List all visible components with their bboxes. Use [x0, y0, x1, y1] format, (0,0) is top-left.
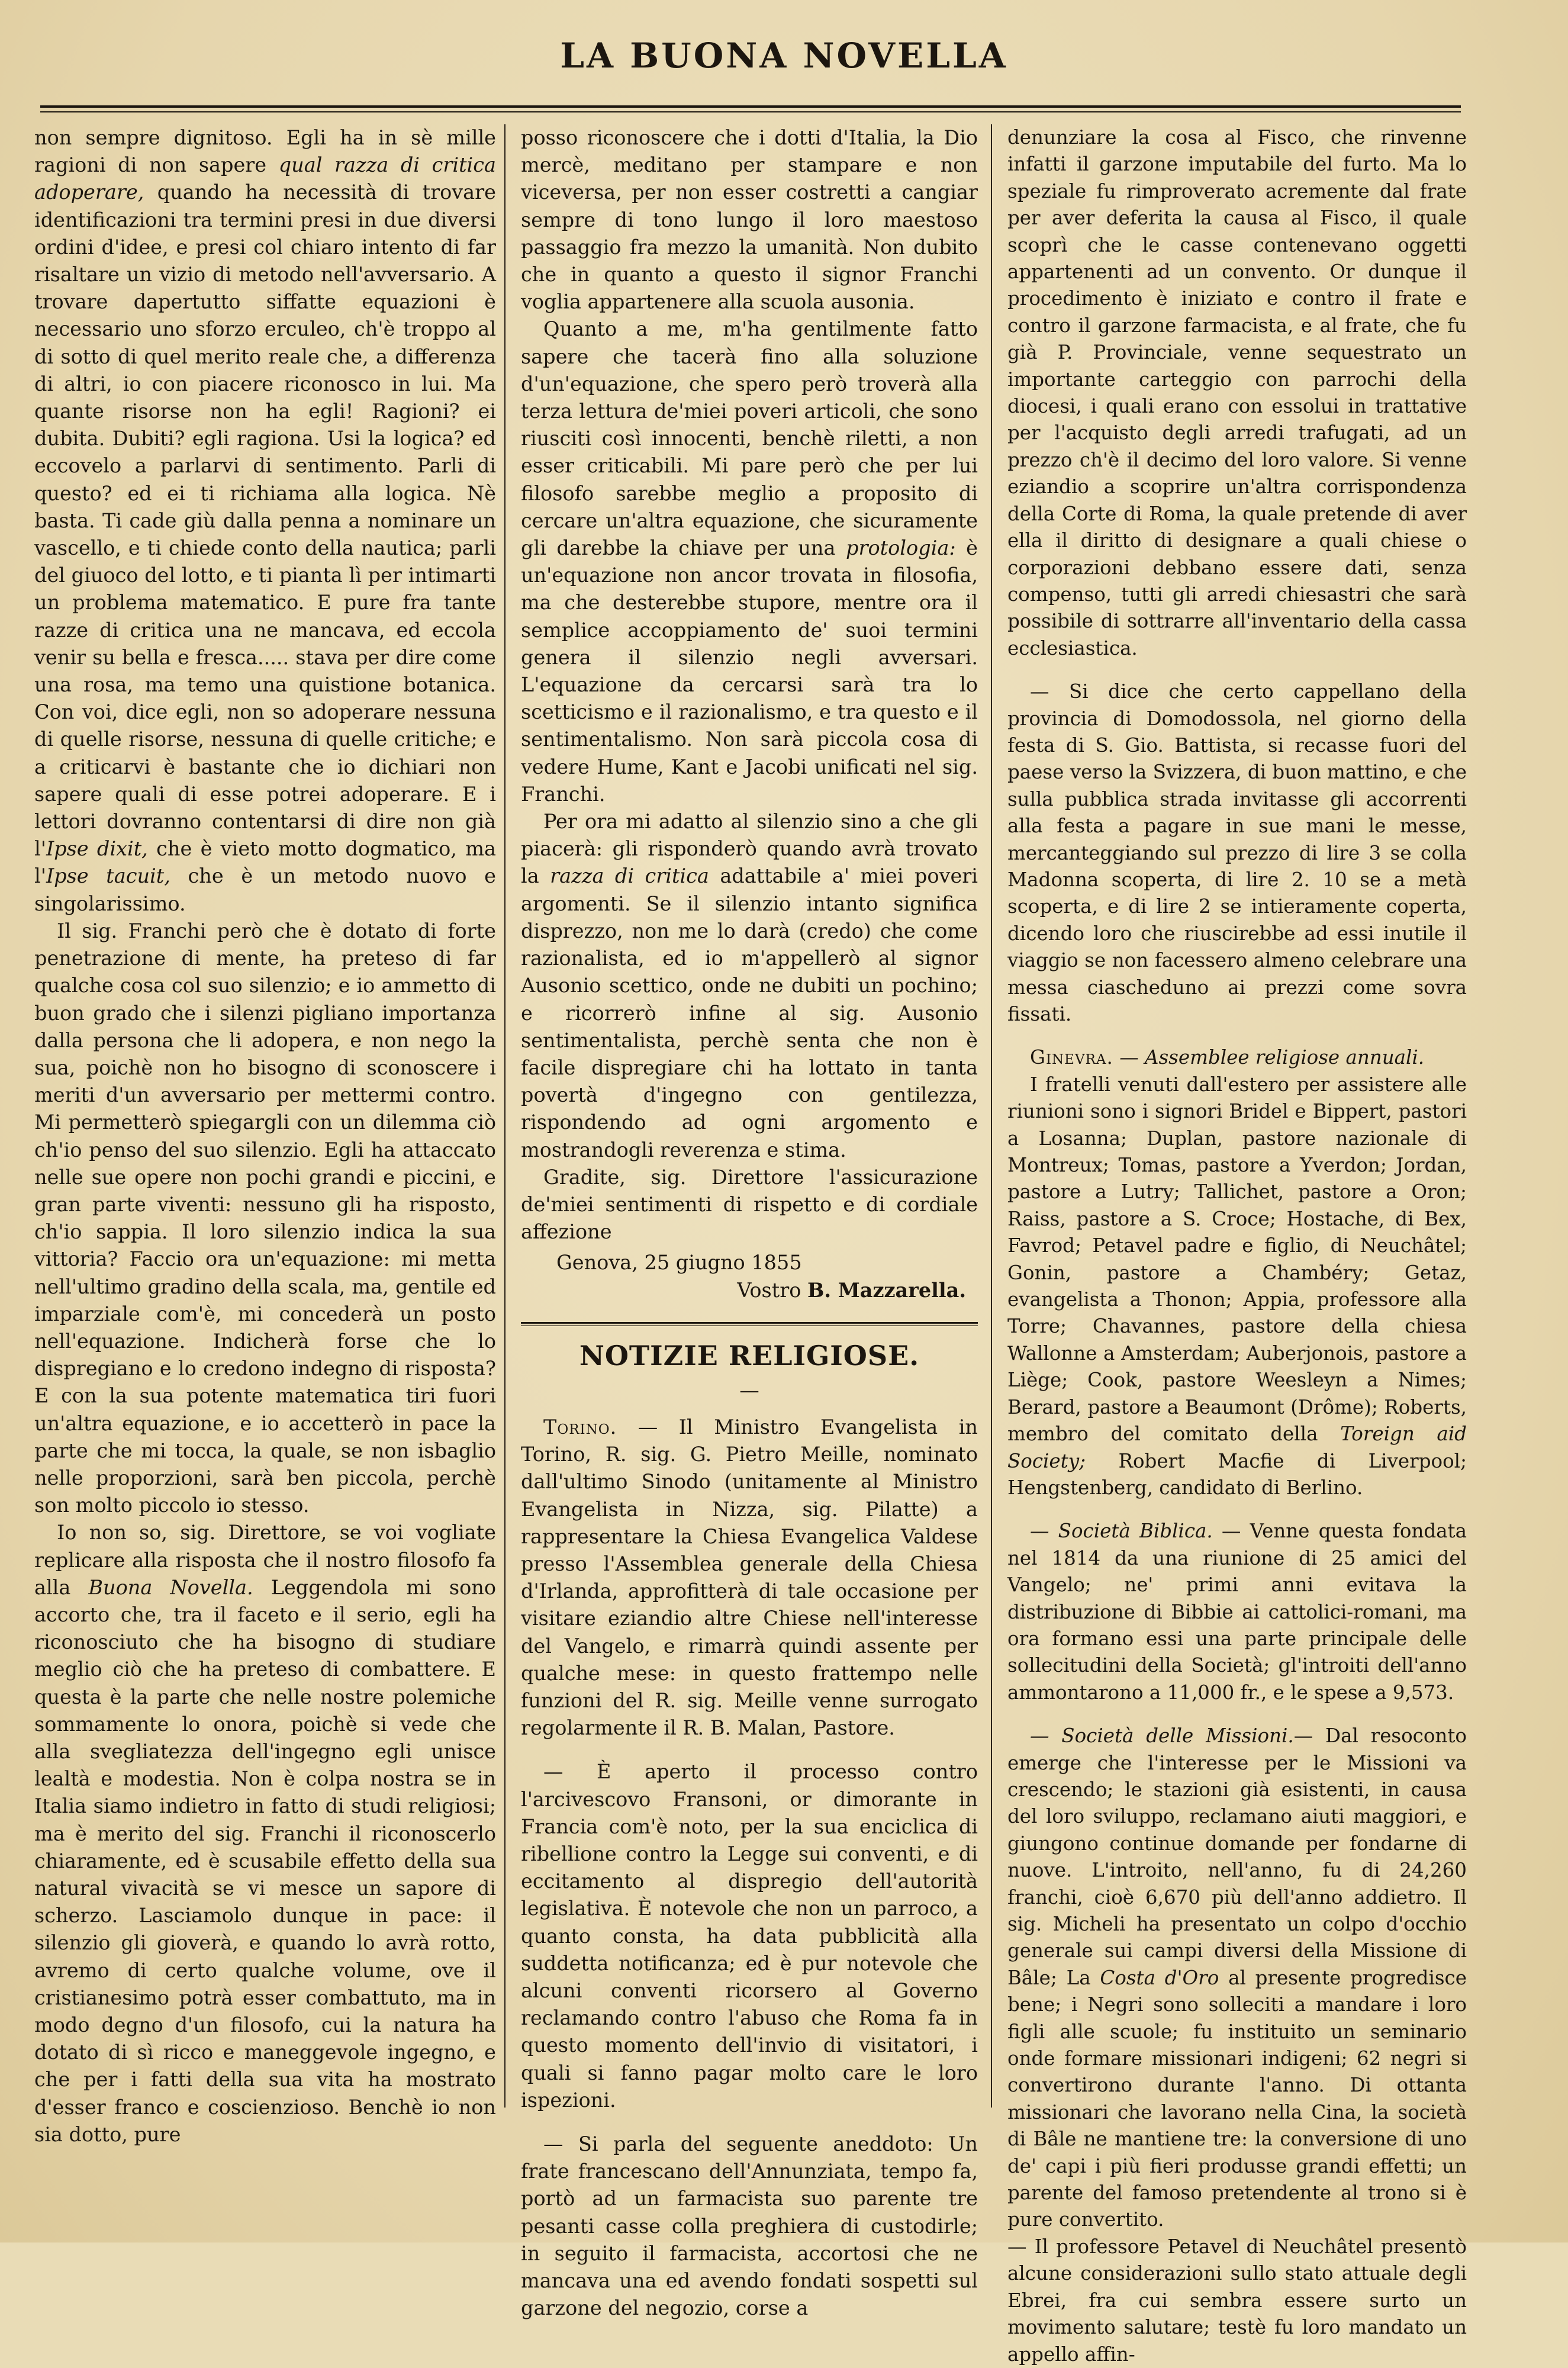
paragraph: denunziare la cosa al Fisco, che rinvenne infatti il garzone imputabile del furto. Ma lo speziale fu rimproverato acremente dal frate per aver deferita la causa al Fisco, il quale scoprì che le casse contenevano oggetti appartenenti ad un convento. Or dunque il procedimento è iniziato e contro il frate e contro il garzone farmacista, e al frate, che fu già P. Provinciale, venne sequestrato un importante carteggio con parrochi della diocesi, i quali erano con essolui in trattative per l'acquisto degli arredi trafugati, ad un prezzo ch'è il decimo del loro valore. Si venne eziandio a scoprire un'altra corrispondenza della Corte di Roma, la quale pretende di aver ella il diritto di designare a quali chiese o corporazioni debbano essere dati, senza compenso, tutti gli arredi chiesastri che sarà possibile di sottrarre all'inventario della cassa ecclesiastica. — [1007, 126, 1467, 659]
italic-text: qual razza di critica adoperare, — [34, 153, 496, 204]
column-2 — [521, 124, 978, 2322]
text: Quanto a me, m'ha gentilmente fatto sapere che tacerà fino alla soluzione d'un'equazione, che spero però troverà alla terza lettura de'miei poveri articoli, che sono riusciti così innocenti, benchè riletti, a non esser criticabili. Mi pare però che per lui filosofo sarebbe meglio a proposito di cercare un'altra equazione, che sicuramente gli darebbe la chiave per una — [521, 317, 978, 560]
column-divider — [504, 124, 506, 2108]
italic-heading: — Società Biblica. — [1030, 1520, 1213, 1543]
section-title: NOTIZIE RELIGIOSE. — [579, 1339, 920, 1372]
text: I fratelli venuti dall'estero per assistere alle riunioni sono i signori Bridel e Bippert, pastori a Losanna; Duplan, pastore nazionale di Montreux; Tomas, pastore a Yverdon; Jordan, pastore a Lutry; Tallichet, pastore a Oron; Raiss, pastore a S. Croce; Hostache, di Bex, Favrod; Petavel padre e figlio, di Neuchâtel; Gonin, pastore a Chambéry; Getaz, evangelista a Thonon; Appia, professore alla Torre; Chavannes, pastore della chiesa Wallonne a Amsterdam; Auberjonois, pastore a Liège; Cook, pastore Weesleyn a Nimes; Berard, pastore a Beaumont (Drôme); Roberts, membro del comitato della — [1007, 1073, 1467, 1446]
paragraph — [521, 808, 978, 1164]
text: Vostro — [737, 1278, 801, 1302]
news-item — [1007, 1723, 1467, 2234]
signature-name: B. Mazzarella. — [807, 1278, 966, 1302]
paragraph — [34, 124, 496, 918]
text: che è vieto motto dogmatico, ma l' — [34, 837, 496, 888]
column-divider — [991, 124, 992, 2108]
text: non sempre dignitoso. Egli ha in sè mille ragioni di non sapere — [34, 126, 496, 177]
news-item: — Il professore Petavel di Neuchâtel presentò alcune considerazioni sullo stato attuale degli Ebrei, fra cui sembra essere surto un movimento salutare; testè fu loro mandato un appello affin- — [1007, 2235, 1467, 2366]
section-dash: — — [739, 1378, 759, 1402]
text: Leggendola mi sono accorto che, tra il faceto e il serio, egli ha riconosciuto che ha bisogno di studiare meglio ciò che ha preteso di combattere. E questa è la parte che nelle nostre polemiche sommamente lo onora, poichè si vede che alla svegliatezza dell'ingegno egli unisce lealtà e modestia. Non è colpa nostra se in Italia siamo indietro in fatto di studi religiosi; ma è merito del sig. Franchi il riconoscerlo chiaramente, ed è scusabile effetto della sua natural vivacità se vi mesce un sapore di scherzo. Lasciamolo dunque in pace: il silenzio gli gioverà, e quando lo avrà rotto, avremo di certo qualche volume, ove il cristianesimo potrà esser combattuto, ma in modo degno d'un filosofo, cui la natura ha dotato di sì ricco e maneggevole ingegno, e che per i fatti della sua vita ha mostrato d'esser franco e coscienzioso. Benchè io non sia dotto, pure — [34, 1575, 497, 2146]
news-item: — Si parla del seguente aneddoto: Un frate francescano dell'Annunziata, tempo fa, portò ad un farmacista suo parente tre pesanti casse colla preghiera di custodirle; in seguito il farmacista, accortosi che ne mancava una ed avendo fondati sospetti sul garzone del negozio, corse a — [521, 2132, 978, 2320]
news-item-heading — [1007, 1044, 1467, 1071]
section-rule — [521, 1322, 978, 1326]
text: Per ora mi adatto al silenzio sino a che gli piacerà: gli risponderò quando avrà trovato la — [521, 810, 978, 888]
paragraph: Il sig. Franchi però che è dotato di forte penetrazione di mente, ha preteso di far qualche cosa col suo silenzio; e io ammetto di buon grado che i silenzi pigliano importanza dalla persona che li adopera, e non nego la sua, poichè non ho bisogno di sconoscere i meriti d'un avversario per mettermi contro. Mi permetterò spiegargli con un dilemma ciò ch'io penso del suo silenzio. Egli ha attaccato nelle sue opere non pochi grandi e piccini, e gran parte viventi: nessuno gli ha risposto, ch'io sappia. Il loro silenzio indica la sua vittoria? Faccio ora un'equazione: mi metta nell'ultimo gradino della scala, ma, gentile ed imparziale com'è, mi concederà un posto nell'equazione. Indicherà forse che lo dispregiano e lo credono indegno di risposta? E con la sua potente matematica tiri fuori un'altra equazione, e io accetterò in pace la parte che mi tocca, la quale, se non isbaglio nelle proporzioni, sarà ben piccola, perchè son molto piccolo io stesso. — [34, 919, 496, 1517]
italic-text: Toreign aid Society; — [1007, 1423, 1467, 1472]
column-1 — [34, 124, 496, 2148]
news-item — [1007, 1072, 1467, 1502]
news-item — [521, 1414, 978, 1742]
text: Io non so, sig. Direttore, se voi vogliate replicare alla risposta che il nostro filosofo fa alla — [34, 1521, 496, 1599]
text: — Dal resoconto emerge che l'interesse per le Missioni va crescendo; le stazioni già esistenti, in causa del loro sviluppo, reclamano aiuti maggiori, e giungono continue domande per fondarne di nuove. L'introito, nell'anno, fu di 24,260 franchi, cioè 6,670 più dell'anno addietro. Il sig. Micheli ha presentato un colpo d'occhio generale sui campi diversi della Missione di Bâle; La — [1007, 1724, 1467, 1989]
paragraph — [34, 1519, 496, 2148]
news-item — [1007, 1518, 1467, 1706]
text: è un'equazione non ancor trovata in filosofia, ma che desterebbe stupore, mentre ora il semplice accoppiamento de' suoi termini genera il silenzio negli avversari. L'equazione da cercarsi sarà tra lo scetticismo e il razionalismo, e tra questo e il sentimentalismo. Non sarà piccola cosa di vedere Hume, Kant e Jacobi unificati nel sig. Franchi. — [521, 536, 978, 806]
header-rule — [40, 105, 1461, 108]
text: che è un metodo nuovo e singolarissimo. — [34, 864, 496, 915]
italic-text: — Assemblee religiose annuali. — [1119, 1046, 1425, 1069]
text: — Venne questa fondata nel 1814 da una riunione di 25 amici del Vangelo; ne' primi anni evitava la distribuzione di Bibbie ai cattolici-romani, ma ora formano essi una parte principale delle sollecitudini della Società; gl'introiti dell'anno ammontarono a 11,000 fr., e le spese a 9,573. — [1007, 1520, 1467, 1704]
text: quando ha necessità di trovare identificazioni tra termini presi in due diversi ordini d'idee, e presi col chiaro intento di far risaltare un vizio di metodo nell'avversario. A trovare dapertutto siffatte equazioni è necessario uno sforzo erculeo, ch'è troppo al di sotto di quel merito reale che, a differenza di altri, io con piacere riconosco in lui. Ma quante risorse non ha egli! Ragioni? ei dubita. Dubiti? egli ragiona. Usi la logica? ed eccovelo a parlarvi di sentimento. Parli di questo? ed ei ti richiama alla logica. Nè basta. Ti cade giù dalla penna a nominare un vascello, e ti chiede conto della nautica; parli del giuoco del lotto, e ti pianta lì per intimarti un problema matematico. E pure fra tante razze di critica una ne mancava, ed eccola venir su bella e fresca..... stava per dire come una rosa, ma temo una quistione botanica. Con voi, dice egli, non so adoperare nessuna di quelle risorse, nessuna di quelle critiche; e a criticarvi è bastante che io dichiari non sapere quali di esse potrei adoperare. E i lettori dovranno contentarsi di dire non già l' — [34, 181, 496, 861]
paragraph — [521, 316, 978, 808]
place-name: Ginevra. — [1030, 1046, 1113, 1069]
text: adattabile a' miei poveri argomenti. Se il silenzio intanto significa disprezzo, non me lo darà (credo) che come razionalista, ed io m'appellerò al signor Ausonio scettico, onde ne dubiti un pochino; e ricorrerò infine al sig. Ausonio sentimentalista, perchè senta che non è facile dispregiare chi ha lottato in tanta povertà d'ingegno con gentilezza, rispondendo ad ogni argomento e mostrandogli reverenza e stima. — [521, 864, 978, 1162]
italic-text: protologia: — [846, 536, 956, 560]
letter-date: Genova, 25 giugno 1855 — [556, 1251, 802, 1275]
text: — Il Ministro Evangelista in Torino, R. sig. G. Pietro Meille, nominato dall'ultimo Sinodo (unitamente al Ministro Evangelista in Nizza, sig. Pilatte) a rappresentare la Chiesa Evangelica Valdese presso l'Assemblea generale della Chiesa d'Irlanda, approfitterà di tale occasione per visitare eziandio altre Chiese nell'interesse del Vangelo, e rimarrà quindi assente per qualche mese: in questo frattempo nelle funzioni del R. sig. Meille venne surrogato regolarmente il R. B. Malan, Pastore. — [521, 1415, 978, 1740]
text: Robert Macfie di Liverpool; Hengstenberg, candidato di Berlino. — [1007, 1449, 1467, 1499]
column-3 — [1007, 124, 1467, 2368]
letter-signature — [521, 1277, 978, 1304]
masthead-title: LA BUONA NOVELLA — [560, 36, 1008, 76]
text: al presente progredisce bene; i Negri sono solleciti a mandare i loro figli alle scuole; fu instituito un seminario onde formare missionari indigeni; 62 negri si convertirono durante l'anno. Di ottanta missionari che lavorano nella Cina, la società di Bâle ne mantiene tre: la conversione di uno de' capi i più fieri produsse grandi effetti; un parente del famoso pretendente al trono si è pure convertito. — [1007, 1966, 1467, 2231]
italic-text: Ipse dixit, — [46, 837, 148, 861]
header-rule-thin — [40, 111, 1461, 112]
italic-text: Costa d'Oro — [1100, 1966, 1219, 1989]
italic-text: razza di critica — [550, 864, 709, 888]
italic-heading: — Società delle Missioni. — [1030, 1724, 1294, 1748]
italic-text: Buona Novella. — [88, 1575, 253, 1599]
paragraph: posso riconoscere che i dotti d'Italia, la Dio mercè, meditano per stampare e non viceversa, per non esser costretti a cangiar sempre di tono lungo il loro maestoso passaggio fra mezzo la umanità. Non dubito che in quanto a questo il signor Franchi voglia appartenere alla scuola ausonia. — [521, 126, 978, 314]
news-item: — È aperto il processo contro l'arcivescovo Fransoni, or dimorante in Francia com'è noto, per la sua enciclica di ribellione contro la Legge sui conventi, e di eccitamento al dispregio dell'autorità legislativa. È notevole che non un parroco, a quanto consta, ha data pubblicità alla suddetta notificanza; ed è pur notevole che alcuni conventi ricorsero al Governo reclamando contro l'abuso che Roma fa in questo momento dell'invio di visitatori, i quali si fanno pagar molto care le loro ispezioni. — [521, 1760, 978, 2112]
italic-text: Ipse tacuit, — [46, 864, 170, 888]
news-item: — Si dice che certo cappellano della provincia di Domodossola, nel giorno della festa di S. Gio. Battista, si recasse fuori del paese verso la Svizzera, di buon mattino, e che sulla pubblica strada invitasse gli accorrenti alla festa a pagare in sue mani le messe, mercanteggiando sul prezzo di lire 3 se colla Madonna scoperta, di lire 2. 10 se a metà scoperta, e di lire 2 se intieramente coperta, dicendo loro che riuscirebbe ad essi inutile il viaggio se non facessero almeno celebrare una messa ciascheduno ai prezzi come sovra fissati. — [1007, 680, 1467, 1025]
place-name: Torino. — [543, 1415, 617, 1439]
paragraph: Gradite, sig. Direttore l'assicurazione de'miei sentimenti di rispetto e di cordiale affezione — [521, 1165, 978, 1244]
